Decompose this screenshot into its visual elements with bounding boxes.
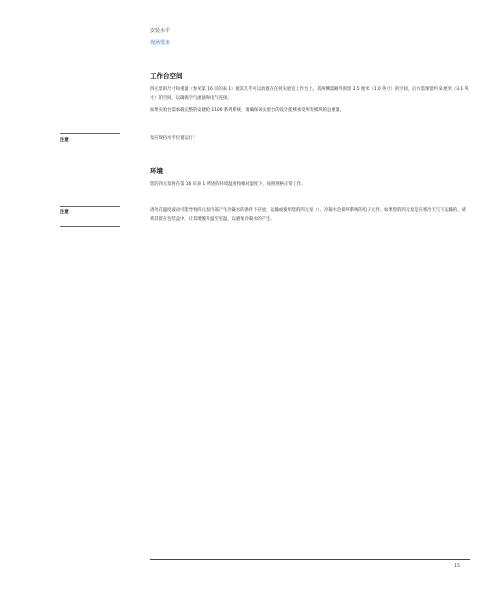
note-text-2: 请勿在温度波动可能导致四元泵内部产生冷凝水的条件下存放、运输或使用您的四元泵（）。冷凝水会损坏系统的电子元件。如果您的四元泵是在寒冷天气下运输的，请将其留在包装盒中，让其缓慢升温至室温，以避免冷凝水的产生。 [150,208,466,222]
workbench-heading: 工作台空间 [150,72,183,80]
note-label-2: 注意 [60,210,69,215]
note-divider-2-top [60,206,120,207]
workbench-paragraph-2: 如果实验台需承载完整的安捷伦 1100 系列系统，请确保该实验台的设计能够承受所有模块的总重量。 [150,108,345,113]
running-header-section: 安装水平 [150,28,171,34]
footer-rule [150,559,470,560]
environment-paragraph: 您的四元泵将在第 16 页表 1 所述的环境温度和相对湿度下，按照规格正常工作。 [150,182,306,187]
note-text-1: 泵应保持水平位置运行！ [150,136,198,141]
environment-heading: 环境 [150,167,163,175]
workbench-paragraph-1: 四元泵的尺寸和重量（参见第 16 页的表 1）使其几乎可以放置在任何实验室工作台上。其两侧需额外预留 2.5 厘米（1.0 英寸）的空间，后方需预留约 8 厘米（3.1 英寸）的空间，以确保空气流通和电气连接。 [150,87,469,101]
page-number: 15 [454,564,460,569]
note-divider-2-bottom [60,226,120,227]
note-label-1: 注意 [60,138,69,143]
environment-section [150,167,470,189]
note-divider-1 [60,133,120,134]
running-header-subsection: 现场要求 [150,40,171,46]
workbench-section [150,72,470,115]
